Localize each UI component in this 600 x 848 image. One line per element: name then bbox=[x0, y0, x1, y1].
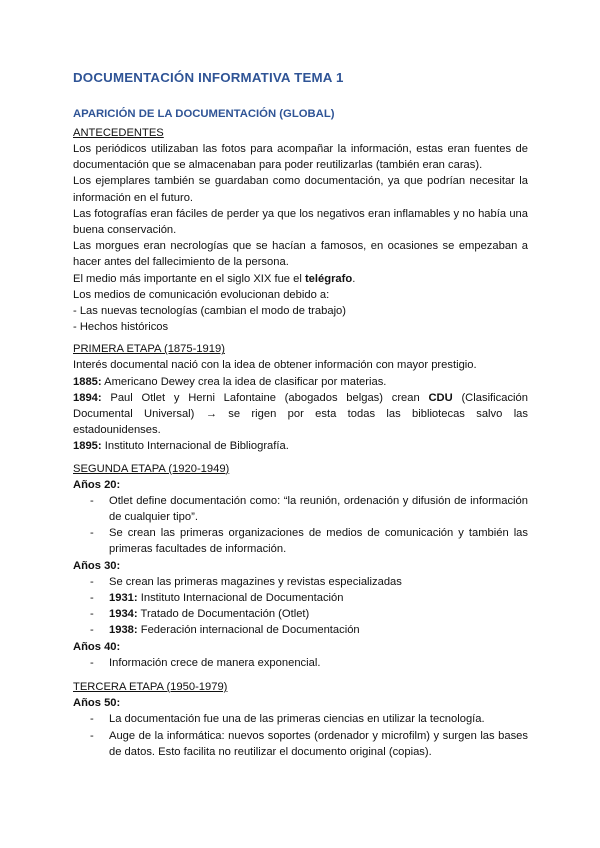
list-item bbox=[73, 622, 528, 638]
bullet-dash: - bbox=[90, 729, 94, 742]
antecedentes-heading: ANTECEDENTES bbox=[73, 127, 164, 139]
list-item bbox=[73, 711, 528, 727]
paragraph: - Hechos históricos bbox=[73, 321, 169, 334]
paragraph: Las fotografías eran fáciles de perder ya que los negativos eran inflamables y no había una buena conservación. bbox=[73, 207, 528, 237]
list-item-text: Auge de la informática: nuevos soportes (ordenador y microfilm) y surgen las bases de datos. Esto facilita no reutilizar el documento original (copias). bbox=[109, 729, 528, 758]
decade-heading: Años 50: bbox=[73, 697, 121, 710]
text-span: . bbox=[352, 272, 356, 285]
year-label: 1895: bbox=[73, 440, 102, 453]
list-item bbox=[73, 728, 528, 760]
paragraph: Los ejemplares también se guardaban como documentación, ya que podrían necesitar la información en el futuro. bbox=[73, 175, 528, 204]
decade-heading: Años 30: bbox=[73, 559, 121, 572]
paragraph bbox=[73, 374, 528, 390]
decade-heading: Años 40: bbox=[73, 640, 121, 653]
year-label: 1894: bbox=[73, 391, 102, 404]
text-span: (Clasificación Documental Universal) → se rigen por esta todas las bibliotecas salvo las estadounidenses. bbox=[73, 391, 528, 437]
section-subtitle: APARICIÓN DE LA DOCUMENTACIÓN (GLOBAL) bbox=[73, 108, 335, 120]
bullet-dash: - bbox=[90, 608, 94, 621]
bullet-list bbox=[73, 655, 528, 671]
year-label: 1938: bbox=[109, 624, 138, 637]
document-page bbox=[73, 70, 528, 760]
paragraph bbox=[73, 438, 528, 454]
bold-term: telégrafo bbox=[304, 272, 353, 285]
spacer bbox=[73, 671, 528, 679]
bullet-dash: - bbox=[90, 624, 94, 637]
list-item-text: Tratado de Documentación (Otlet) bbox=[137, 608, 310, 621]
document-title: DOCUMENTACIÓN INFORMATIVA TEMA 1 bbox=[73, 70, 344, 85]
year-label: 1931: bbox=[109, 592, 138, 605]
bullet-dash: - bbox=[90, 494, 94, 507]
list-item-text: Otlet define documentación como: “la reunión, ordenación y difusión de información de cualquier tipo”. bbox=[109, 494, 528, 524]
tercera-etapa-heading: TERCERA ETAPA (1950-1979) bbox=[73, 681, 228, 694]
paragraph: Los periódicos utilizaban las fotos para acompañar la información, estas eran fuentes de documentación que se almacenaban para poder reutilizarlas (también eran caras). bbox=[73, 143, 528, 172]
list-item-text: Instituto Internacional de Documentación bbox=[137, 592, 344, 605]
text-span: El medio más importante en el siglo XIX fue el bbox=[73, 272, 305, 285]
bullet-dash: - bbox=[90, 713, 94, 726]
text-span: Instituto Internacional de Bibliografía. bbox=[101, 440, 289, 453]
paragraph: Los medios de comunicación evolucionan debido a: bbox=[73, 288, 330, 301]
bullet-dash: - bbox=[90, 592, 94, 605]
text-span: Paul Otlet y Herni Lafontaine (abogados belgas) crean bbox=[101, 391, 429, 404]
paragraph: - Las nuevas tecnologías (cambian el modo de trabajo) bbox=[73, 305, 347, 318]
list-item bbox=[73, 590, 528, 606]
list-item-text: La documentación fue una de las primeras ciencias en utilizar la tecnología. bbox=[109, 713, 485, 726]
bullet-list bbox=[73, 574, 528, 639]
list-item bbox=[73, 525, 528, 557]
list-item bbox=[73, 606, 528, 622]
list-item-text: Se crean las primeras organizaciones de medios de comunicación y también las primeras facultades de información. bbox=[109, 527, 528, 556]
paragraph bbox=[73, 390, 528, 439]
bullet-list bbox=[73, 493, 528, 558]
primera-etapa-heading: PRIMERA ETAPA (1875-1919) bbox=[73, 343, 225, 356]
list-item bbox=[73, 655, 528, 671]
list-item-text: Información crece de manera exponencial. bbox=[109, 656, 321, 669]
bullet-list bbox=[73, 711, 528, 760]
paragraph: Las morgues eran necrologías que se hacían a famosos, en ocasiones se empezaban a hacer antes del fallecimiento de la persona. bbox=[73, 240, 528, 269]
bold-term: CDU bbox=[428, 391, 453, 404]
decade-heading: Años 20: bbox=[73, 478, 121, 491]
bullet-dash: - bbox=[90, 656, 94, 669]
segunda-etapa-heading: SEGUNDA ETAPA (1920-1949) bbox=[73, 462, 230, 475]
paragraph: Interés documental nació con la idea de obtener información con mayor prestigio. bbox=[73, 359, 477, 372]
list-item-text: Se crean las primeras magazines y revistas especializadas bbox=[109, 575, 402, 588]
text-span: Americano Dewey crea la idea de clasificar por materias. bbox=[101, 375, 387, 388]
paragraph bbox=[73, 271, 528, 287]
year-label: 1934: bbox=[109, 608, 138, 621]
year-label: 1885: bbox=[73, 375, 102, 388]
list-item bbox=[73, 493, 528, 525]
bullet-dash: - bbox=[90, 527, 94, 540]
list-item bbox=[73, 574, 528, 590]
bullet-dash: - bbox=[90, 575, 94, 588]
list-item-text: Federación internacional de Documentación bbox=[137, 624, 360, 637]
